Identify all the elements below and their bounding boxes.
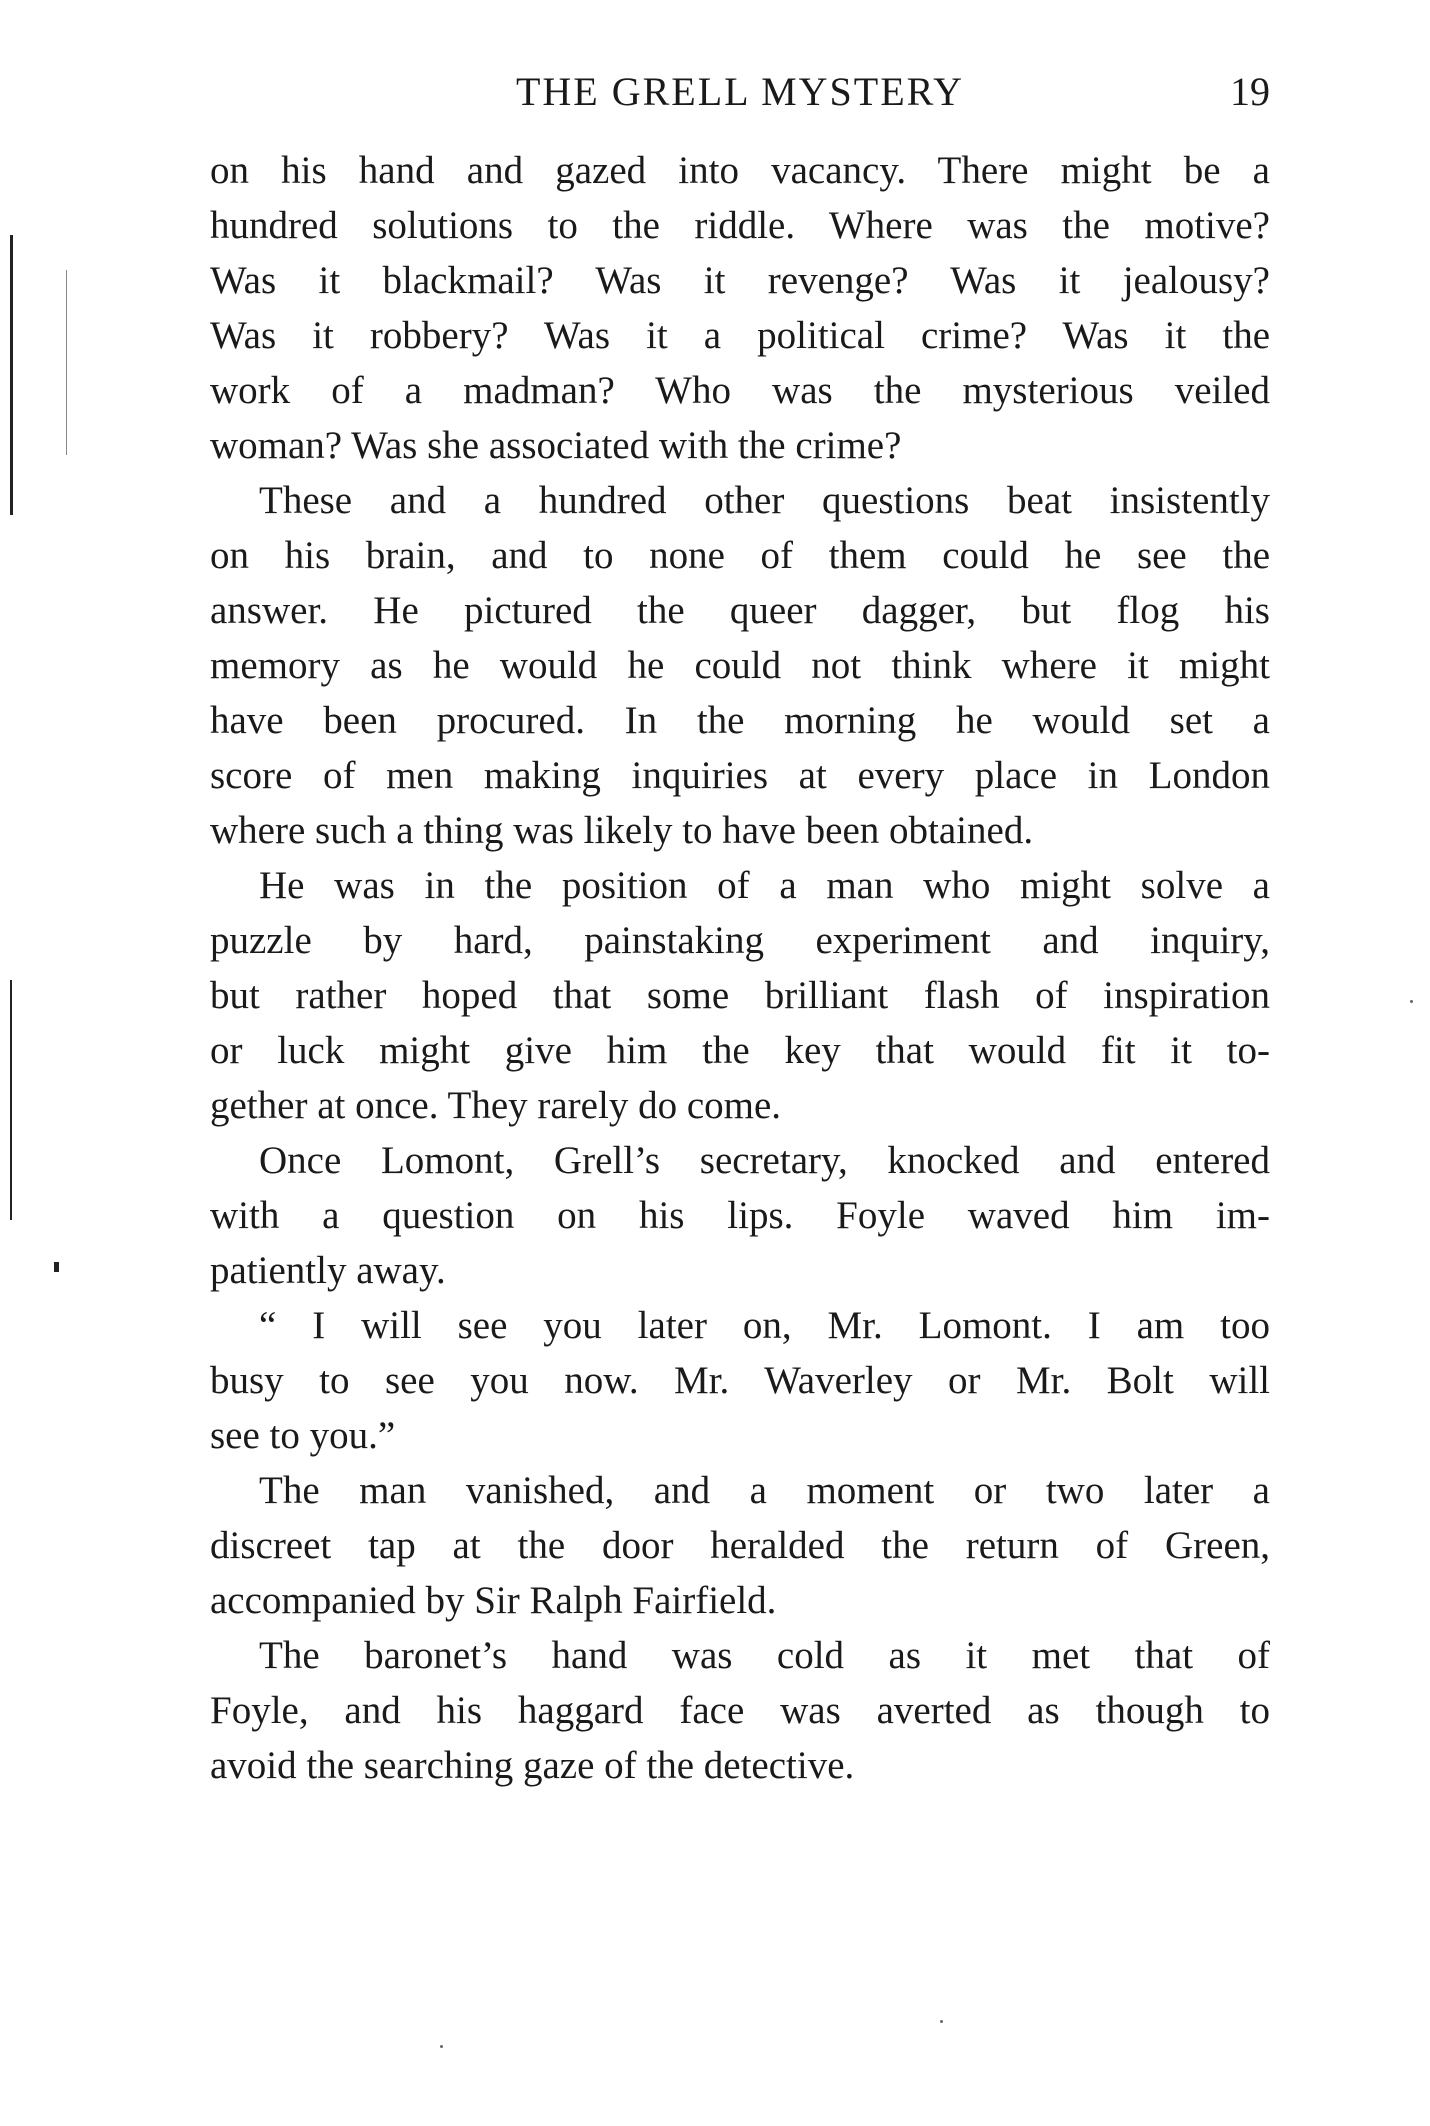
text-line: busy to see you now. Mr. Waverley or Mr. Bolt will — [210, 1359, 1270, 1402]
text-line: Foyle, and his haggard face was averted as though to — [210, 1689, 1270, 1732]
running-head — [210, 62, 1270, 122]
text-line: on his brain, and to none of them could he see the — [210, 534, 1270, 577]
scan-speck — [940, 2020, 943, 2023]
text-line: Was it robbery? Was it a political crime? Was it the — [210, 314, 1270, 357]
scan-edge-mark — [10, 980, 12, 1220]
paragraph — [210, 473, 1270, 858]
scan-edge-mark — [10, 235, 13, 515]
paragraph — [210, 858, 1270, 1133]
paragraph — [210, 1298, 1270, 1463]
text-line: see to you.” — [210, 1414, 396, 1457]
paragraph — [210, 143, 1270, 473]
text-line: Was it blackmail? Was it revenge? Was it jealousy? — [210, 259, 1270, 302]
running-title: THE GRELL MYSTERY — [515, 69, 965, 114]
scan-speck — [440, 2045, 443, 2048]
text-line: where such a thing was likely to have been obtained. — [210, 809, 1034, 852]
scan-speck — [1410, 1000, 1413, 1003]
text-line: woman? Was she associated with the crime? — [210, 424, 902, 467]
text-line: Once Lomont, Grell’s secretary, knocked and entered — [259, 1139, 1270, 1182]
text-line: memory as he would he could not think where it might — [210, 644, 1270, 687]
paragraph — [210, 1628, 1270, 1793]
text-line: “ I will see you later on, Mr. Lomont. I am too — [259, 1304, 1270, 1347]
text-line: These and a hundred other questions beat insistently — [259, 479, 1270, 522]
text-line: patiently away. — [210, 1249, 446, 1292]
text-line: on his hand and gazed into vacancy. There might be a — [210, 149, 1270, 192]
text-line: avoid the searching gaze of the detective. — [210, 1744, 855, 1787]
body-text — [210, 143, 1270, 1793]
text-line: The baronet’s hand was cold as it met that of — [259, 1634, 1270, 1677]
text-line: accompanied by Sir Ralph Fairfield. — [210, 1579, 777, 1622]
paragraph — [210, 1463, 1270, 1628]
text-line: with a question on his lips. Foyle waved him im- — [210, 1194, 1270, 1237]
paragraph — [210, 1133, 1270, 1298]
text-line: discreet tap at the door heralded the return of Green, — [210, 1524, 1270, 1567]
scan-edge-mark — [66, 270, 67, 455]
text-line: answer. He pictured the queer dagger, but flog his — [210, 589, 1270, 632]
text-line: or luck might give him the key that would fit it to- — [210, 1029, 1270, 1072]
text-line: He was in the position of a man who might solve a — [259, 864, 1270, 907]
text-line: puzzle by hard, painstaking experiment and inquiry, — [210, 919, 1270, 962]
text-line: The man vanished, and a moment or two later a — [259, 1469, 1270, 1512]
text-line: hundred solutions to the riddle. Where was the motive? — [210, 204, 1270, 247]
text-line: gether at once. They rarely do come. — [210, 1084, 782, 1127]
text-line: work of a madman? Who was the mysterious veiled — [210, 369, 1270, 412]
text-line: but rather hoped that some brilliant flash of inspiration — [210, 974, 1270, 1017]
scan-edge-mark — [54, 1262, 59, 1272]
text-line: have been procured. In the morning he would set a — [210, 699, 1270, 742]
page-number: 19 — [1230, 69, 1270, 114]
text-line: score of men making inquiries at every place in London — [210, 754, 1270, 797]
